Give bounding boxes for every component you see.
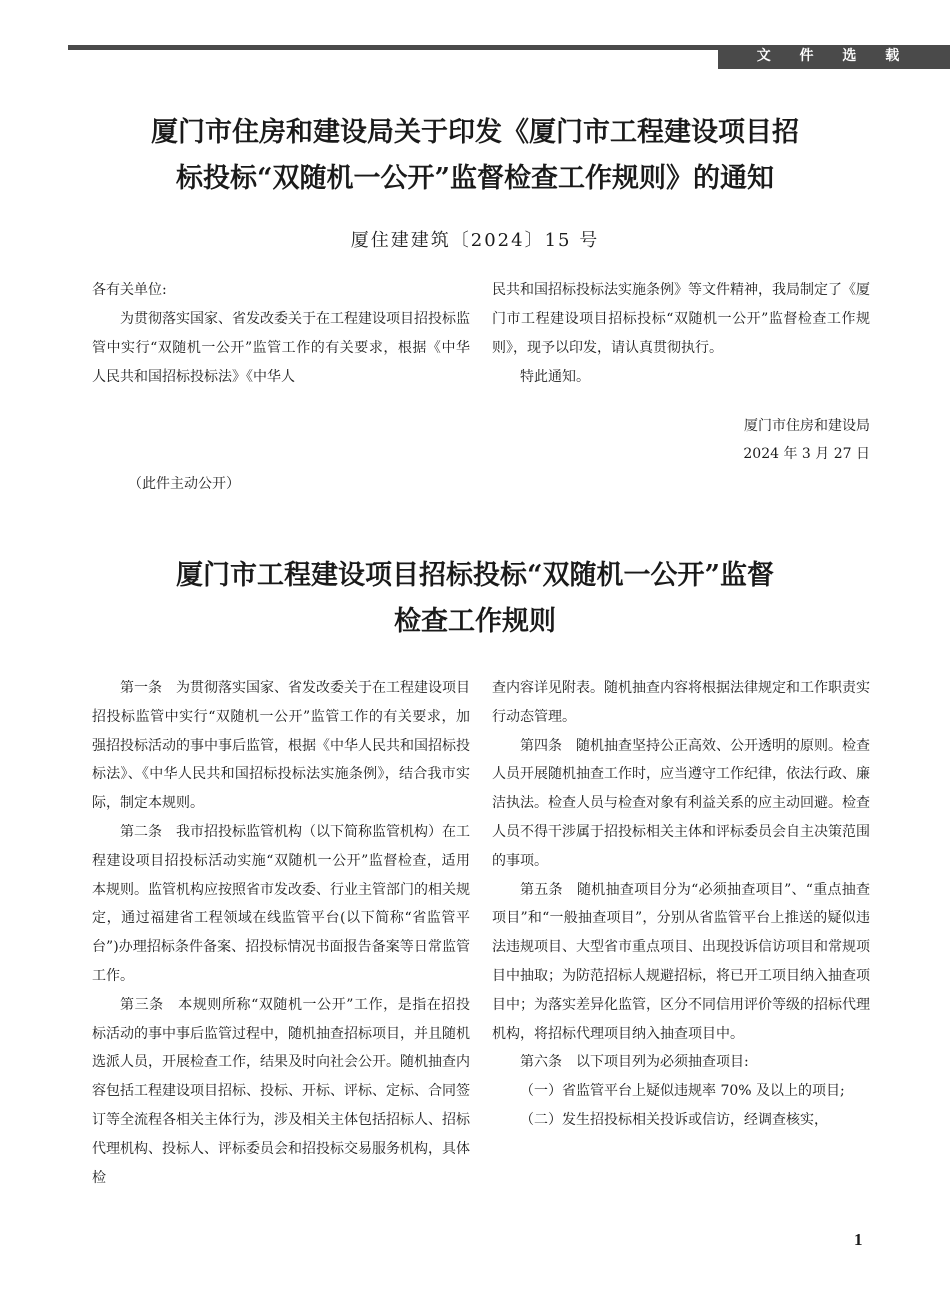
notice-paragraph-part2: 民共和国招标投标法实施条例》等文件精神，我局制定了《厦门市工程建设项目招标投标“双随机一公开”监督检查工作规则》，现予以印发，请认真贯彻执行。: [492, 282, 870, 356]
notice-paragraph-part1: 为贯彻落实国家、省发改委关于在工程建设项目招投标监管中实行“双随机一公开”监管工作的有关要求，根据《中华人民共和国招标投标法》《中华人: [92, 311, 470, 385]
rule-article-4: 第四条 随机抽查坚持公正高效、公开透明的原则。检查人员开展随机抽查工作时，应当遵守工作纪律，依法行政、廉洁执法。检查人员与检查对象有利益关系的应主动回避。检查人员不得干涉属于招投标相关主体和评标委员会自主决策范围的事项。: [492, 737, 870, 869]
rule-item-2: （二）发生招投标相关投诉或信访，经调查核实，: [520, 1111, 828, 1128]
page-number: 1: [854, 1230, 863, 1249]
rule-article-6: 第六条 以下项目列为必须抽查项目:: [520, 1054, 749, 1071]
notice-title: [60, 110, 890, 202]
notice-title-line1: 厦门市住房和建设局关于印发《厦门市工程建设项目招: [151, 117, 799, 148]
rule-article-1: 第一条 为贯彻落实国家、省发改委关于在工程建设项目招投标监管中实行“双随机一公开”监管工作的有关要求，加强招投标活动的事中事后监管，根据《中华人民共和国招标投标法》、《中华人民共和国招标投标法实施条例》，结合我市实际，制定本规则。: [92, 680, 470, 812]
rules-column-left: [92, 674, 470, 1192]
notice-body-left: [92, 276, 470, 392]
notice-closing: 特此通知。: [520, 369, 590, 385]
rules-title: [60, 553, 890, 645]
rule-article-5: 第五条 随机抽查项目分为“必须抽查项目”、“重点抽查项目”和“一般抽查项目”，分别从省监管平台上推送的疑似违法违规项目、大型省市重点项目、出现投诉信访项目和常规项目中抽取；为防范招标人规避招标，将已开工项目纳入抽查项目中；为落实差异化监管，区分不同信用评价等级的招标代理机构，将招标代理项目纳入抽查项目中。: [492, 881, 870, 1042]
notice-date: 2024 年 3 月 27 日: [743, 446, 870, 462]
rules-column-right: [492, 674, 870, 1135]
rule-item-1: （一）省监管平台上疑似违规率 70% 及以上的项目;: [520, 1083, 845, 1100]
notice-title-line2: 标投标“双随机一公开”监督检查工作规则》的通知: [175, 163, 775, 194]
notice-salutation: 各有关单位:: [92, 282, 167, 298]
rule-article-3: 第三条 本规则所称“双随机一公开”工作，是指在招投标活动的事中事后监管过程中，随机抽查招标项目，并且随机选派人员，开展检查工作，结果及时向社会公开。随机抽查内容包括工程建设项目招标、投标、开标、评标、定标、合同签订等全流程各相关主体行为，涉及相关主体包括招标人、招标代理机构、投标人、评标委员会和招投标交易服务机构，具体检: [92, 996, 470, 1186]
rules-title-line1: 厦门市工程建设项目招标投标“双随机一公开”监督: [175, 560, 775, 591]
document-number: 厦住建建筑〔2024〕15 号: [350, 230, 600, 251]
rules-title-line2: 检查工作规则: [394, 606, 556, 637]
notice-body-right: [492, 276, 870, 392]
public-disclosure-note: （此件主动公开）: [128, 476, 240, 492]
section-tag: 文 件 选 载: [718, 45, 950, 69]
rule-article-3-continued: 查内容详见附表。随机抽查内容将根据法律规定和工作职责实行动态管理。: [492, 680, 870, 725]
rule-article-2: 第二条 我市招投标监管机构（以下简称监管机构）在工程建设项目招投标活动实施“双随机一公开”监督检查，适用本规则。监管机构应按照省市发改委、行业主管部门的相关规定，通过福建省工程领域在线监管平台(以下简称“省监管平台”)办理招标条件备案、招投标情况书面报告备案等日常监管工作。: [92, 823, 470, 984]
notice-issuer: 厦门市住房和建设局: [744, 418, 870, 434]
